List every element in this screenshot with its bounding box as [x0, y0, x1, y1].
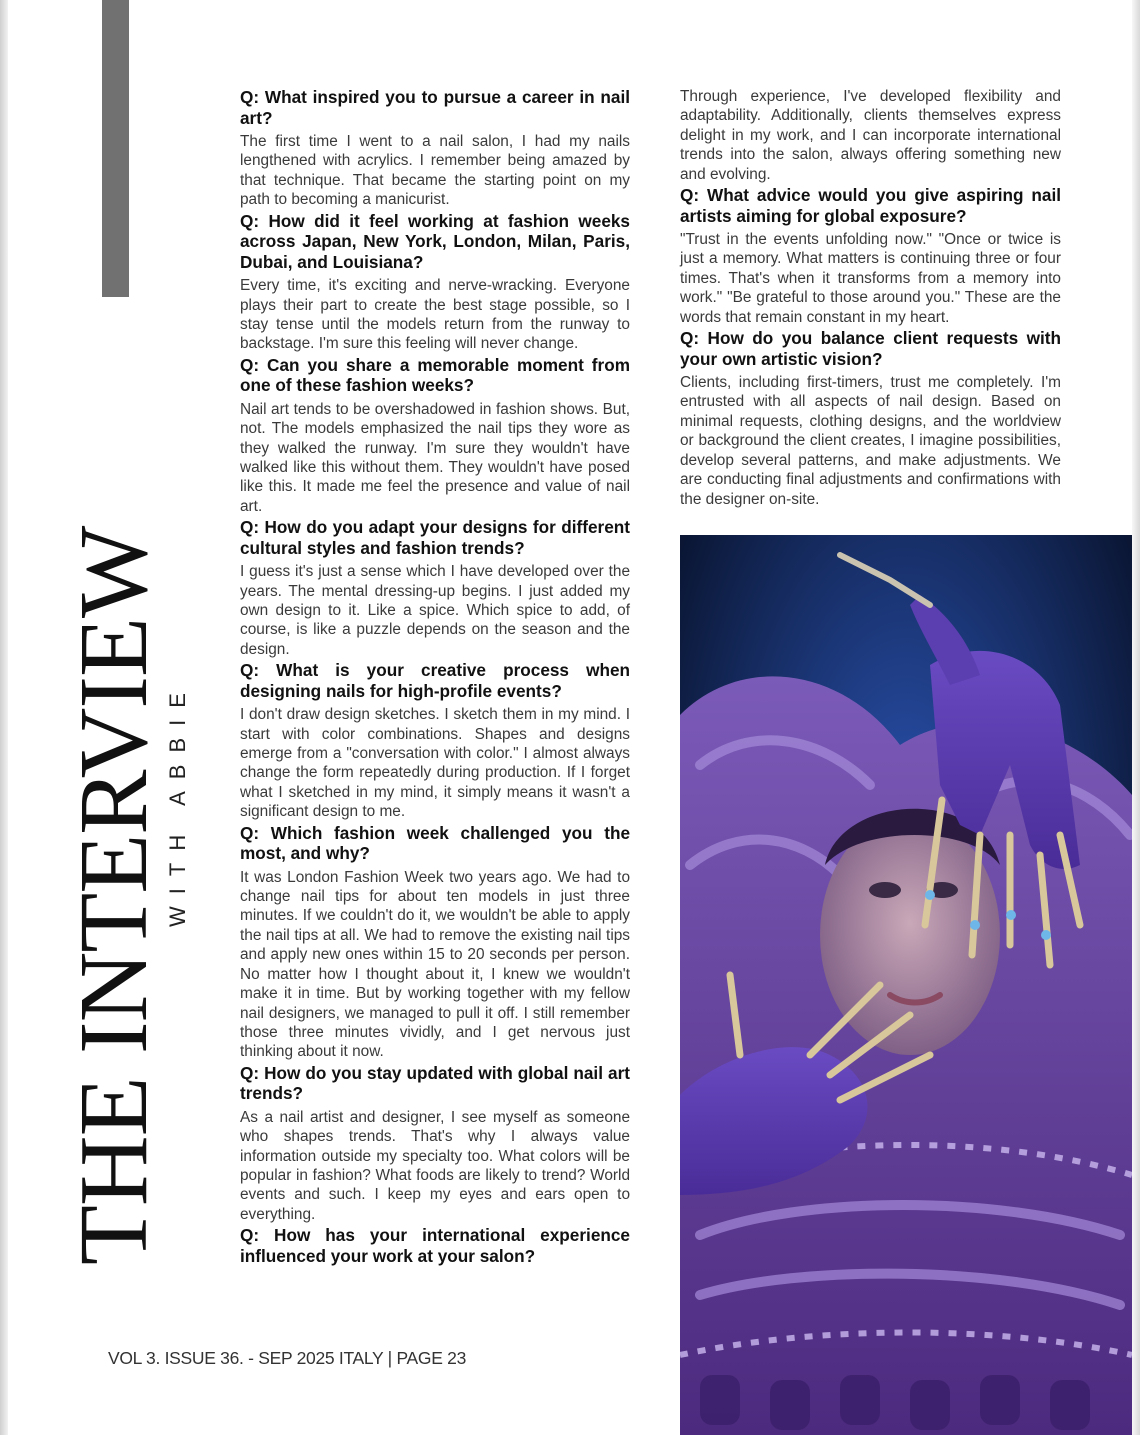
page-edge-right	[1132, 0, 1140, 1435]
answer: It was London Fashion Week two years ago. We had to change nail tips for about ten models in just three minutes. If we couldn't do it, we wouldn't be able to apply the nail tips at all. We had to remove the existing nail tips and apply new ones within 15 to 20 seconds per person. No matter how I thought about it, I knew we wouldn't make it in time. But by working together with my fellow nail designers, we managed to pull it off. I still remember those three minutes vividly, and I get nervous just thinking about it now.	[240, 868, 630, 1061]
question: Q: How do you balance client requests with your own artistic vision?	[680, 328, 1061, 369]
page-edge-left	[0, 0, 8, 1435]
article-column-2	[680, 87, 1061, 510]
question: Q: What advice would you give aspiring nail artists aiming for global exposure?	[680, 185, 1061, 226]
answer: I guess it's just a sense which I have developed over the years. The mental dressing-up begins. I just added my own design to it. Like a spice. Which spice to add, of course, is like a puzzle depends on the season and the design.	[240, 563, 630, 658]
answer: Clients, including first-timers, trust me completely. I'm entrusted with all aspects of nail design. Based on minimal requests, clothing designs, and the worldview or background the client creates, I imagine possibilities, develop several patterns, and make adjustments. We are conducting final adjustments and confirmations with the designer on-site.	[680, 374, 1061, 508]
answer: The first time I went to a nail salon, I had my nails lengthened with acrylics. I remember being amazed by that technique. That became the starting point on my path to becoming a manicurist.	[240, 133, 630, 209]
question: Q: How do you adapt your designs for different cultural styles and fashion trends?	[240, 517, 630, 558]
sidebar-title: THE INTERVIEW	[60, 526, 168, 1265]
question: Q: Can you share a memorable moment from one of these fashion weeks?	[240, 354, 630, 396]
answer: "Trust in the events unfolding now." "Once or twice is just a memory. What matters is continuing three or four times. That's when it transforms from a memory into work." "Be grateful to those around you." These are the words that remain constant in my heart.	[680, 231, 1061, 326]
answer: Nail art tends to be overshadowed in fashion shows. But, not. The models emphasized the nail tips they wore as they walked the runway. I'm sure they wouldn't have walked like this without them. They wouldn't have posed like this. It made me feel the presence and value of nail art.	[240, 400, 630, 515]
question: Q: What inspired you to pursue a career in nail art?	[240, 87, 630, 128]
editorial-photo	[680, 535, 1132, 1435]
question: Q: Which fashion week challenged you the most, and why?	[240, 822, 630, 864]
question: Q: How has your international experience influenced your work at your salon?	[240, 1225, 630, 1266]
answer: Through experience, I've developed flexibility and adaptability. Additionally, clients themselves express delight in my work, and I can incorporate international trends into the salon, always offering something new and evolving.	[680, 88, 1061, 183]
question: Q: How did it feel working at fashion weeks across Japan, New York, London, Milan, Paris, Dubai, and Louisiana?	[240, 210, 630, 272]
article-column-1	[240, 87, 630, 1266]
answer: As a nail artist and designer, I see myself as someone who shapes trends. That's why I always value information outside my specialty too. What colors will be popular in fashion? What foods are likely to trend? World events and such. I keep my eyes and ears open to everything.	[240, 1108, 630, 1223]
question: Q: What is your creative process when designing nails for high-profile events?	[240, 660, 630, 701]
accent-bar	[102, 0, 129, 297]
sidebar-subtitle: WITH ABBIE	[165, 681, 190, 927]
answer: Every time, it's exciting and nerve-wracking. Everyone plays their part to create the best stage possible, so I stay tense until the models return from the runway to backstage. I'm sure this feeling will never change.	[240, 277, 630, 353]
answer: I don't draw design sketches. I sketch them in my mind. I start with color combinations. Shapes and designs emerge from a "conversation with color." I almost always change the form repeatedly during production. If I forget what I sketched in my mind, it simply means it wasn't a significant design to me.	[240, 706, 630, 821]
question: Q: How do you stay updated with global nail art trends?	[240, 1062, 630, 1104]
page-footer: VOL 3. ISSUE 36. - SEP 2025 ITALY | PAGE 23	[108, 1348, 467, 1368]
